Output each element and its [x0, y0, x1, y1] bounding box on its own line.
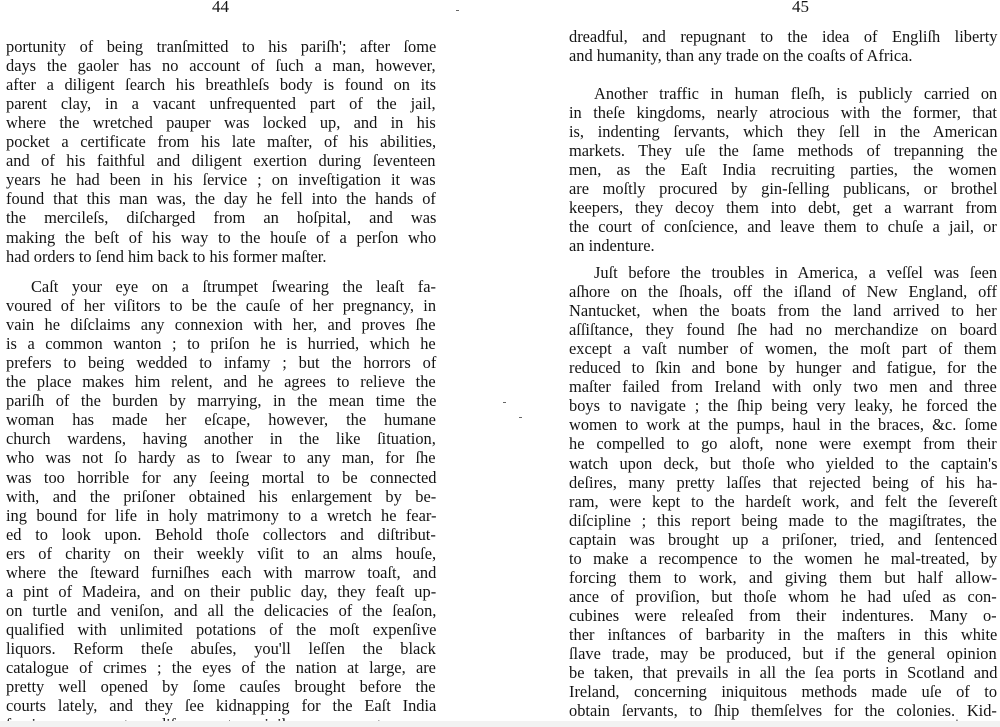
text-line: obtain ſervants, to ſhip themſelves for the colonies. Kid-	[569, 701, 997, 721]
text-line: is, indenting ſervants, which they ſell in the American	[569, 122, 998, 142]
text-line: a pint of Madeira, and on their public day, they feaſt up-	[6, 581, 437, 601]
text-line: liquors. Reform theſe abuſes, you'll leſſen the black	[6, 638, 436, 658]
text-line: women to work at the pumps, haul in the braces, &c. ſome	[569, 415, 998, 435]
text-line: with, and the priſoner obtained his enlargement by be-	[6, 486, 437, 506]
text-line: who was not ſo hardy as to ſwear to any man, for ſhe	[6, 448, 436, 468]
text-line: aſhore on the ſhoals, off the iſland of New England, off	[569, 282, 997, 302]
text-line: after a diligent ſearch his breathleſs body is found on its	[6, 75, 437, 95]
text-line: pariſh of the burden by marrying, in the mean time the	[6, 391, 437, 411]
text-line: deſires, many pretty laſſes that rejected being of his ha-	[569, 472, 998, 492]
text-line: courts lately, and they ſee kidnapping for the Eaſt India	[6, 696, 437, 716]
text-line: watch upon deck, but thoſe who yielded to the captain's	[569, 453, 998, 473]
text-line: diſcipline ; this report being made to the magiſtrates, the	[569, 510, 997, 530]
text-line: Ireland, concerning iniquitous methods made uſe of to	[569, 682, 998, 702]
text-line: ers of charity on their weekly viſit to an alms houſe,	[6, 543, 437, 563]
text-line: aſſiſtance, they found ſhe had no merchandize on board	[569, 320, 997, 340]
text-line: ther inſtances of barbarity in the maſters in this white	[569, 624, 998, 644]
text-line: cubines were releaſed from their indentures. Many o-	[569, 605, 997, 625]
text-line: dreadful, and repugnant to the idea of Engliſh liberty	[569, 27, 998, 46]
text-line: days the gaoler has no account of ſuch a man, however,	[6, 56, 436, 76]
text-line: and of his faithful and diligent exertion during ſeventeen	[6, 151, 436, 171]
text-line: are moſtly procured by gin-ſelling publicans, or brothel	[569, 179, 998, 199]
text-line: men, as the Eaſt India recruiting parties, the women	[569, 160, 997, 180]
text-line: vain he diſclaims any connexion with her, and proves ſhe	[6, 315, 436, 335]
text-line: the mercileſs, diſcharged from an hoſpital, and was	[6, 208, 437, 228]
text-line: making the beſt of his way to the houſe of a perſon who	[6, 227, 437, 247]
text-line: and humanity, than any trade on the coaſts of Africa.	[569, 46, 913, 66]
text-line: Nantucket, when the boats from the land arrived to her	[569, 301, 997, 321]
text-line: pocket a certificate from his late maſter, of his abilities,	[6, 132, 437, 152]
text-line: prefers to being wedded to infamy ; but the horrors of	[6, 353, 437, 373]
text-line: maſter failed from Ireland with only two men and three	[569, 377, 997, 397]
text-line: found that this man was, the day he fell into the hands of	[6, 189, 436, 209]
text-line: ram, were kept to the hardeſt work, and felt the ſevereſt	[569, 491, 998, 511]
text-line: Juſt before the troubles in America, a veſſel was ſeen	[594, 263, 998, 282]
text-line: on turtle and veniſon, and all the delicacies of the ſeaſon,	[6, 600, 437, 620]
text-line: church wardens, having another in the like ſituation,	[6, 429, 436, 449]
text-line: boys to navigate ; the ſhip being very leaky, he forced the	[569, 396, 997, 416]
text-line: in theſe kingdoms, nearly atrocious with the former, that	[569, 103, 997, 123]
gutter-speck	[519, 417, 522, 418]
page-bottom-edge	[0, 721, 1000, 727]
text-line: ed to look upon. Behold thoſe collectors and diſtribut-	[6, 524, 436, 544]
text-line: reduced to ſkin and bone by hunger and fatigue, for the	[569, 358, 997, 378]
text-line: keepers, they decoy them into debt, get a warrant from	[569, 198, 998, 218]
text-line: portunity of being tranſmitted to his pariſh'; after ſome	[6, 37, 437, 56]
text-line: forcing them to work, and giving them but half allow-	[569, 567, 998, 587]
text-line: ſlave trade, may be produced, but if the general opinion	[569, 644, 997, 663]
text-line: except a vaſt number of women, the moſt part of them	[569, 339, 997, 359]
text-line: Caſt your eye on a ſtrumpet ſwearing the leaſt fa-	[31, 277, 436, 296]
text-line: ance of proviſion, but thoſe whom he had uſed as con-	[569, 586, 997, 606]
text-line: the place makes him relent, and he agrees to relieve the	[6, 372, 436, 392]
text-line: ing bound for life in holy matrimony to a wretch he fear-	[6, 505, 437, 525]
text-line: markets. They uſe the ſame methods of trepanning the	[569, 141, 998, 161]
text-line: years he had been in his ſervice ; on inveſtigation it was	[6, 170, 436, 190]
text-line: where the wretched pauper was locked up, and in his	[6, 113, 436, 133]
text-line: be taken, that prevails in all the ſea ports in Scotland and	[569, 663, 998, 683]
text-line: parent clay, in a vacant unfrequented part of the jail,	[6, 94, 436, 114]
text-line: to make a recompence to the women he mal-treated, by	[569, 548, 998, 568]
text-line: captain was brought up a priſoner, tried, and ſentenced	[569, 529, 998, 549]
text-line: the court of conſcience, and leave them to chuſe a jail, or	[569, 217, 997, 237]
text-line: is a common wanton ; to priſon he is hurried, which he	[6, 334, 436, 354]
text-line: catalogue of crimes ; the eyes of the nation at large, are	[6, 658, 436, 677]
text-line: was too horrible for any ſeeing mortal to be connected	[6, 467, 437, 487]
text-line: voured of her viſitors to be the cauſe of her pregnancy, in	[6, 296, 437, 316]
text-line: pretty well opened by ſome cauſes brought before the	[6, 677, 436, 697]
text-line: woman has made her eſcape, however, the humane	[6, 410, 436, 430]
text-line: where the ſteward furniſhes each with marrow toaſt, and	[6, 562, 437, 582]
text-line: Another traffic in human fleſh, is publicly carried on	[594, 84, 998, 103]
left-page-number: 44	[212, 0, 229, 16]
text-line: he compelled to go aloft, none were exempt from their	[569, 434, 997, 454]
gutter-speck	[456, 10, 459, 11]
text-line: qualified with unlimited potations of the moſt expenſive	[6, 619, 437, 639]
gutter-speck	[503, 402, 506, 403]
right-page	[500, 0, 1000, 727]
text-line: an indenture.	[569, 236, 655, 256]
text-line: had orders to ſend him back to his former maſter.	[6, 246, 327, 266]
right-page-number: 45	[792, 0, 809, 16]
